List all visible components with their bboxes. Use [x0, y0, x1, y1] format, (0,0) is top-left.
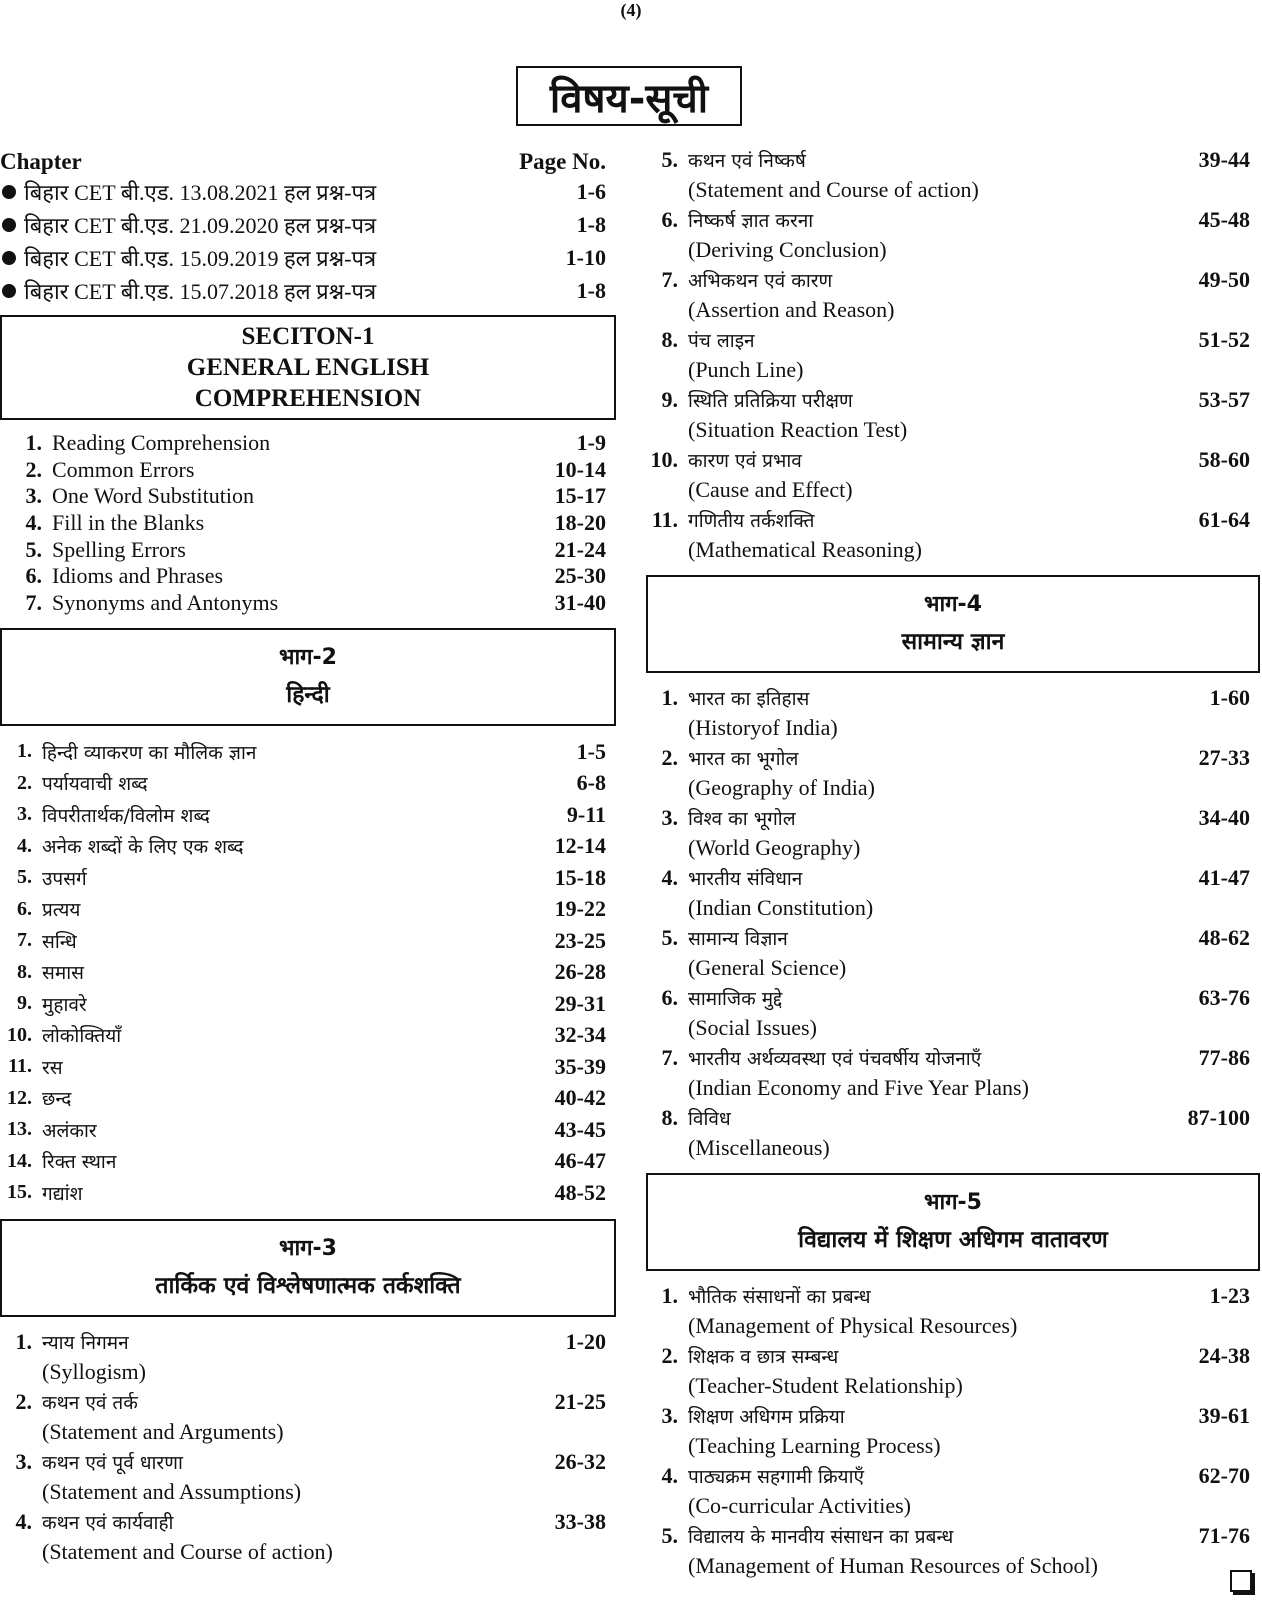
chapter-title: सन्धि	[42, 930, 77, 953]
chapter-row	[646, 1521, 1260, 1581]
chapter-title-hindi: गणितीय तर्कशक्ति	[688, 510, 815, 532]
chapter-title-hindi: विद्यालय के मानवीय संसाधन का प्रबन्ध	[688, 1526, 954, 1548]
chapter-title-english: (Statement and Course of action)	[42, 1538, 333, 1564]
chapter-pages: 26-28	[554, 959, 606, 985]
section2-label: भाग-2	[279, 645, 337, 671]
chapter-number: 6.	[661, 985, 678, 1010]
chapter-number: 4.	[661, 865, 678, 890]
chapter-row	[646, 145, 1260, 205]
chapter-number: 15.	[7, 1181, 32, 1204]
chapter-title-english: (Historyof India)	[688, 715, 838, 740]
chapter-number: 5.	[661, 147, 678, 172]
chapter-row	[646, 803, 1260, 863]
chapter-row	[646, 1401, 1260, 1461]
chapter-title-hindi: स्थिति प्रतिक्रिया परीक्षण	[688, 390, 853, 412]
chapter-number: 3.	[661, 1403, 678, 1428]
chapter-number: 1.	[25, 430, 42, 456]
chapter-number: 6.	[17, 897, 32, 920]
chapter-row	[0, 1327, 616, 1387]
chapter-main-line	[646, 325, 1250, 355]
chapter-title: हिन्दी व्याकरण का मौलिक ज्ञान	[42, 741, 257, 764]
chapter-number: 7.	[17, 929, 32, 952]
chapter-number: 2.	[15, 1388, 32, 1414]
chapter-title-hindi: कारण एवं प्रभाव	[688, 450, 802, 472]
chapter-title: लोकोक्तियाँ	[42, 1025, 122, 1048]
chapter-pages: 40-42	[554, 1085, 606, 1111]
chapter-main-line	[646, 743, 1250, 773]
section2-list	[0, 736, 616, 1209]
bullet-icon	[2, 284, 16, 298]
chapter-main-line	[646, 683, 1250, 713]
chapter-title: रिक्त स्थान	[42, 1151, 117, 1174]
section2-box	[0, 628, 616, 726]
chapter-number: 14.	[7, 1149, 32, 1172]
chapter-main-line	[646, 803, 1250, 833]
section3-title: तार्किक एवं विश्लेषणात्मक तर्कशक्ति	[155, 1272, 461, 1299]
chapter-row	[646, 505, 1260, 565]
chapter-number: 6.	[661, 207, 678, 232]
chapter-row	[0, 1387, 616, 1447]
chapter-row	[10, 430, 606, 457]
chapter-pages: 12-14	[554, 833, 606, 859]
chapter-pages: 31-40	[554, 589, 606, 615]
chapter-number: 9.	[17, 992, 32, 1015]
chapter-number: 1.	[17, 740, 32, 763]
chapter-row	[0, 831, 606, 863]
chapter-main-line	[646, 205, 1250, 235]
chapter-title: छन्द	[42, 1088, 72, 1111]
chapter-pages: 87-100	[1187, 1105, 1250, 1130]
chapter-number: 4.	[25, 510, 42, 536]
chapter-row	[646, 923, 1260, 983]
paper-row	[0, 208, 616, 241]
chapter-row	[0, 894, 606, 926]
chapter-pages: 1-60	[1209, 685, 1250, 710]
chapter-title: विपरीतार्थक/विलोम शब्द	[42, 804, 210, 827]
chapter-pages: 33-38	[554, 1508, 606, 1534]
section4-list	[646, 683, 1260, 1163]
chapter-number: 1.	[661, 685, 678, 710]
chapter-title-hindi: पाठ्यक्रम सहगामी क्रियाएँ	[688, 1466, 864, 1488]
chapter-row	[646, 325, 1260, 385]
chapter-row	[0, 1177, 606, 1209]
section5-list	[646, 1281, 1260, 1581]
end-checkbox-icon	[1230, 1570, 1252, 1592]
chapter-pages: 53-57	[1198, 387, 1250, 412]
chapter-heading: Chapter	[0, 149, 82, 174]
chapter-number: 5.	[25, 536, 42, 562]
chapter-number: 10.	[7, 1023, 32, 1046]
chapter-number: 6.	[25, 563, 42, 589]
chapter-title: अनेक शब्दों के लिए एक शब्द	[42, 836, 244, 859]
chapter-number: 5.	[661, 925, 678, 950]
chapter-row	[10, 457, 606, 484]
chapter-number: 11.	[651, 507, 678, 532]
chapter-title-hindi: निष्कर्ष ज्ञात करना	[688, 210, 814, 232]
chapter-main-line	[646, 1521, 1250, 1551]
chapter-row	[0, 1447, 616, 1507]
chapter-title: अलंकार	[42, 1119, 97, 1142]
chapter-title: गद्यांश	[42, 1182, 83, 1205]
chapter-title: मुहावरे	[42, 993, 87, 1016]
chapter-number: 12.	[7, 1086, 32, 1109]
chapter-number: 9.	[661, 387, 678, 412]
chapter-row	[646, 1281, 1260, 1341]
chapter-number: 1.	[661, 1283, 678, 1308]
chapter-pages: 1-23	[1209, 1283, 1250, 1308]
chapter-pages: 1-20	[565, 1328, 606, 1354]
section1-line: SECITON-1	[241, 323, 375, 350]
chapter-title-english: (Statement and Course of action)	[688, 177, 979, 202]
chapter-pages: 18-20	[554, 510, 606, 536]
chapter-row	[10, 536, 606, 563]
chapter-number: 8.	[661, 1105, 678, 1130]
chapter-main-line	[646, 1461, 1250, 1491]
chapter-number: 3.	[661, 805, 678, 830]
page-no-heading: Page No.	[519, 149, 606, 174]
paper-row	[0, 175, 616, 208]
chapter-row	[10, 483, 606, 510]
chapter-title-english: (Syllogism)	[42, 1358, 146, 1384]
section4-box	[646, 575, 1260, 673]
section5-title: विद्यालय में शिक्षण अधिगम वातावरण	[798, 1227, 1108, 1253]
paper-pages: 1-8	[576, 211, 606, 237]
chapter-pages: 39-61	[1198, 1403, 1250, 1428]
chapter-title-english: (Deriving Conclusion)	[688, 237, 887, 262]
chapter-title-english: (Situation Reaction Test)	[688, 417, 908, 442]
chapter-main-line	[646, 265, 1250, 295]
section4-label: भाग-4	[924, 592, 982, 617]
chapter-title-hindi: शिक्षण अधिगम प्रक्रिया	[688, 1406, 845, 1428]
chapter-title-english: (Management of Physical Resources)	[688, 1313, 1018, 1338]
chapter-number: 8.	[661, 327, 678, 352]
chapter-main-line	[646, 145, 1250, 175]
chapter-number: 13.	[7, 1118, 32, 1141]
chapter-number: 2.	[25, 456, 42, 482]
chapter-row	[0, 1146, 606, 1178]
chapter-main-line	[646, 863, 1250, 893]
chapter-number: 4.	[17, 834, 32, 857]
chapter-title: Reading Comprehension	[52, 430, 271, 456]
paper-title: बिहार CET बी.एड. 21.09.2020 हल प्रश्न-पत्र	[24, 212, 377, 238]
chapter-row	[0, 957, 606, 989]
chapter-pages: 15-18	[554, 864, 606, 890]
chapter-number: 2.	[17, 771, 32, 794]
chapter-title-english: (World Geography)	[688, 835, 861, 860]
chapter-title-hindi: भारतीय अर्थव्यवस्था एवं पंचवर्षीय योजनाएँ	[688, 1048, 982, 1070]
chapter-number: 3.	[25, 483, 42, 509]
chapter-number: 4.	[661, 1463, 678, 1488]
chapter-pages: 27-33	[1198, 745, 1250, 770]
chapter-row	[646, 265, 1260, 325]
chapter-title-english: (Cause and Effect)	[688, 477, 853, 502]
chapter-pages: 9-11	[566, 801, 606, 827]
chapter-row	[0, 1083, 606, 1115]
chapter-title-hindi: कथन एवं कार्यवाही	[42, 1511, 174, 1534]
section3-list-right	[646, 145, 1260, 565]
chapter-row	[0, 1114, 606, 1146]
chapter-pages: 43-45	[554, 1116, 606, 1142]
chapter-pages: 49-50	[1198, 267, 1250, 292]
chapter-row	[646, 1043, 1260, 1103]
chapter-title: उपसर्ग	[42, 867, 87, 890]
bullet-icon	[2, 251, 16, 265]
chapter-number: 7.	[25, 589, 42, 615]
bullet-icon	[2, 185, 16, 199]
chapter-row	[646, 683, 1260, 743]
section1-box	[0, 315, 616, 420]
chapter-title-hindi: सामान्य विज्ञान	[688, 928, 788, 950]
chapter-row	[646, 1461, 1260, 1521]
section5-box	[646, 1173, 1260, 1271]
chapter-title: Synonyms and Antonyms	[52, 589, 279, 615]
chapter-main-line	[646, 983, 1250, 1013]
chapter-row	[0, 1051, 606, 1083]
chapter-title-english: (Geography of India)	[688, 775, 875, 800]
chapter-main-line	[0, 1327, 606, 1357]
chapter-pages: 19-22	[554, 896, 606, 922]
chapter-main-line	[646, 923, 1250, 953]
left-column	[0, 145, 616, 1567]
chapter-row	[646, 205, 1260, 265]
page-number: (4)	[620, 0, 642, 20]
paper-pages: 1-10	[565, 244, 606, 270]
chapter-pages: 6-8	[576, 770, 606, 796]
toc-header	[0, 145, 616, 175]
chapter-main-line	[0, 1387, 606, 1417]
paper-title: बिहार CET बी.एड. 15.07.2018 हल प्रश्न-पत्र	[24, 278, 377, 304]
chapter-row	[0, 988, 606, 1020]
chapter-title-hindi: भौतिक संसाधनों का प्रबन्ध	[688, 1286, 871, 1308]
chapter-title-english: (General Science)	[688, 955, 847, 980]
section1-line: COMPREHENSION	[194, 385, 422, 412]
chapter-pages: 29-31	[554, 990, 606, 1016]
solved-papers-list	[0, 175, 616, 307]
chapter-number: 2.	[661, 1343, 678, 1368]
chapter-row	[10, 590, 606, 617]
chapter-pages: 21-24	[554, 536, 606, 562]
chapter-pages: 24-38	[1198, 1343, 1250, 1368]
chapter-pages: 26-32	[554, 1448, 606, 1474]
chapter-title-hindi: विविध	[688, 1108, 731, 1130]
chapter-row	[10, 510, 606, 537]
chapter-pages: 77-86	[1198, 1045, 1250, 1070]
chapter-number: 3.	[17, 803, 32, 826]
chapter-number: 3.	[15, 1448, 32, 1474]
chapter-title-hindi: भारतीय संविधान	[688, 868, 803, 890]
chapter-pages: 48-52	[554, 1179, 606, 1205]
chapter-number: 7.	[661, 267, 678, 292]
chapter-pages: 1-9	[576, 430, 606, 456]
chapter-title-hindi: कथन एवं पूर्व धारणा	[42, 1451, 183, 1474]
chapter-title-english: (Indian Economy and Five Year Plans)	[688, 1075, 1029, 1100]
chapter-title-english: (Teacher-Student Relationship)	[688, 1373, 963, 1398]
chapter-title: Fill in the Blanks	[52, 510, 205, 536]
chapter-pages: 1-5	[576, 738, 606, 764]
chapter-main-line	[646, 1281, 1250, 1311]
chapter-row	[646, 863, 1260, 923]
chapter-pages: 21-25	[554, 1388, 606, 1414]
chapter-main-line	[646, 1103, 1250, 1133]
chapter-main-line	[646, 505, 1250, 535]
chapter-main-line	[0, 1447, 606, 1477]
chapter-title: रस	[42, 1056, 63, 1079]
chapter-row	[0, 925, 606, 957]
chapter-row	[646, 445, 1260, 505]
chapter-main-line	[646, 1341, 1250, 1371]
section1-list	[0, 430, 616, 616]
chapter-number: 11.	[8, 1055, 32, 1078]
chapter-pages: 35-39	[554, 1053, 606, 1079]
chapter-row	[0, 1507, 616, 1567]
right-column	[646, 145, 1260, 1581]
chapter-pages: 34-40	[1198, 805, 1250, 830]
chapter-title-english: (Miscellaneous)	[688, 1135, 830, 1160]
chapter-pages: 39-44	[1198, 147, 1250, 172]
chapter-title-hindi: पंच लाइन	[688, 330, 755, 352]
paper-row	[0, 274, 616, 307]
section2-title: हिन्दी	[286, 682, 330, 709]
chapter-main-line	[0, 1507, 606, 1537]
chapter-number: 2.	[661, 745, 678, 770]
chapter-title-hindi: सामाजिक मुद्दे	[688, 988, 783, 1010]
chapter-main-line	[646, 1043, 1250, 1073]
chapter-title-english: (Management of Human Resources of School)	[688, 1553, 1098, 1578]
chapter-title: One Word Substitution	[52, 483, 254, 509]
chapter-title-hindi: कथन एवं निष्कर्ष	[688, 150, 806, 172]
section3-label: भाग-3	[279, 1235, 337, 1261]
chapter-pages: 45-48	[1198, 207, 1250, 232]
chapter-pages: 46-47	[554, 1148, 606, 1174]
chapter-title: प्रत्यय	[42, 899, 81, 922]
chapter-title-hindi: अभिकथन एवं कारण	[688, 270, 833, 292]
chapter-row	[646, 1341, 1260, 1401]
chapter-title-english: (Statement and Arguments)	[42, 1418, 284, 1444]
chapter-pages: 23-25	[554, 927, 606, 953]
paper-title: बिहार CET बी.एड. 13.08.2021 हल प्रश्न-पत्र	[24, 179, 377, 205]
chapter-title: Idioms and Phrases	[52, 563, 224, 589]
paper-title: बिहार CET बी.एड. 15.09.2019 हल प्रश्न-पत्र	[24, 245, 377, 271]
chapter-title: समास	[42, 962, 84, 985]
chapter-pages: 41-47	[1198, 865, 1250, 890]
chapter-main-line	[646, 385, 1250, 415]
chapter-pages: 58-60	[1198, 447, 1250, 472]
chapter-title-hindi: विश्व का भूगोल	[688, 808, 796, 830]
chapter-number: 10.	[650, 447, 678, 472]
chapter-row	[0, 736, 606, 768]
chapter-pages: 71-76	[1198, 1523, 1250, 1548]
chapter-title-english: (Punch Line)	[688, 357, 804, 382]
chapter-pages: 63-76	[1198, 985, 1250, 1010]
chapter-row	[646, 1103, 1260, 1163]
chapter-pages: 32-34	[554, 1022, 606, 1048]
chapter-title-hindi: शिक्षक व छात्र सम्बन्ध	[688, 1346, 839, 1368]
chapter-pages: 25-30	[554, 563, 606, 589]
chapter-title: Common Errors	[52, 456, 195, 482]
chapter-row	[0, 1020, 606, 1052]
chapter-number: 7.	[661, 1045, 678, 1070]
chapter-row	[0, 768, 606, 800]
chapter-title-english: (Statement and Assumptions)	[42, 1478, 302, 1504]
chapter-pages: 62-70	[1198, 1463, 1250, 1488]
chapter-pages: 10-14	[554, 456, 606, 482]
bullet-icon	[2, 218, 16, 232]
chapter-main-line	[646, 1401, 1250, 1431]
paper-pages: 1-6	[576, 178, 606, 204]
chapter-row	[0, 799, 606, 831]
chapter-title: पर्यायवाची शब्द	[42, 773, 148, 796]
chapter-title-hindi: भारत का भूगोल	[688, 748, 799, 770]
chapter-title-english: (Assertion and Reason)	[688, 297, 895, 322]
chapter-number: 8.	[17, 960, 32, 983]
chapter-number: 1.	[15, 1328, 32, 1354]
chapter-title-english: (Teaching Learning Process)	[688, 1433, 941, 1458]
chapter-row	[646, 385, 1260, 445]
chapter-title-hindi: भारत का इतिहास	[688, 688, 810, 710]
chapter-title-hindi: कथन एवं तर्क	[42, 1391, 138, 1414]
chapter-title-english: (Mathematical Reasoning)	[688, 537, 922, 562]
paper-row	[0, 241, 616, 274]
section3-list-left	[0, 1327, 616, 1567]
section3-box	[0, 1219, 616, 1317]
chapter-title: Spelling Errors	[52, 536, 186, 562]
chapter-main-line	[646, 445, 1250, 475]
section4-title: सामान्य ज्ञान	[901, 629, 1005, 655]
chapter-number: 4.	[15, 1508, 32, 1534]
chapter-title-english: (Co-curricular Activities)	[688, 1493, 911, 1518]
section1-line: GENERAL ENGLISH	[186, 354, 430, 381]
chapter-row	[10, 563, 606, 590]
chapter-number: 5.	[661, 1523, 678, 1548]
paper-pages: 1-8	[576, 277, 606, 303]
chapter-row	[0, 862, 606, 894]
chapter-pages: 51-52	[1198, 327, 1250, 352]
page-title: विषय-सूची	[516, 66, 742, 126]
chapter-pages: 61-64	[1198, 507, 1250, 532]
chapter-title-english: (Indian Constitution)	[688, 895, 874, 920]
chapter-title-hindi: न्याय निगमन	[42, 1331, 129, 1354]
section5-label: भाग-5	[924, 1190, 982, 1215]
chapter-pages: 15-17	[554, 483, 606, 509]
chapter-number: 5.	[17, 866, 32, 889]
chapter-row	[646, 983, 1260, 1043]
chapter-pages: 48-62	[1198, 925, 1250, 950]
chapter-title-english: (Social Issues)	[688, 1015, 817, 1040]
chapter-row	[646, 743, 1260, 803]
